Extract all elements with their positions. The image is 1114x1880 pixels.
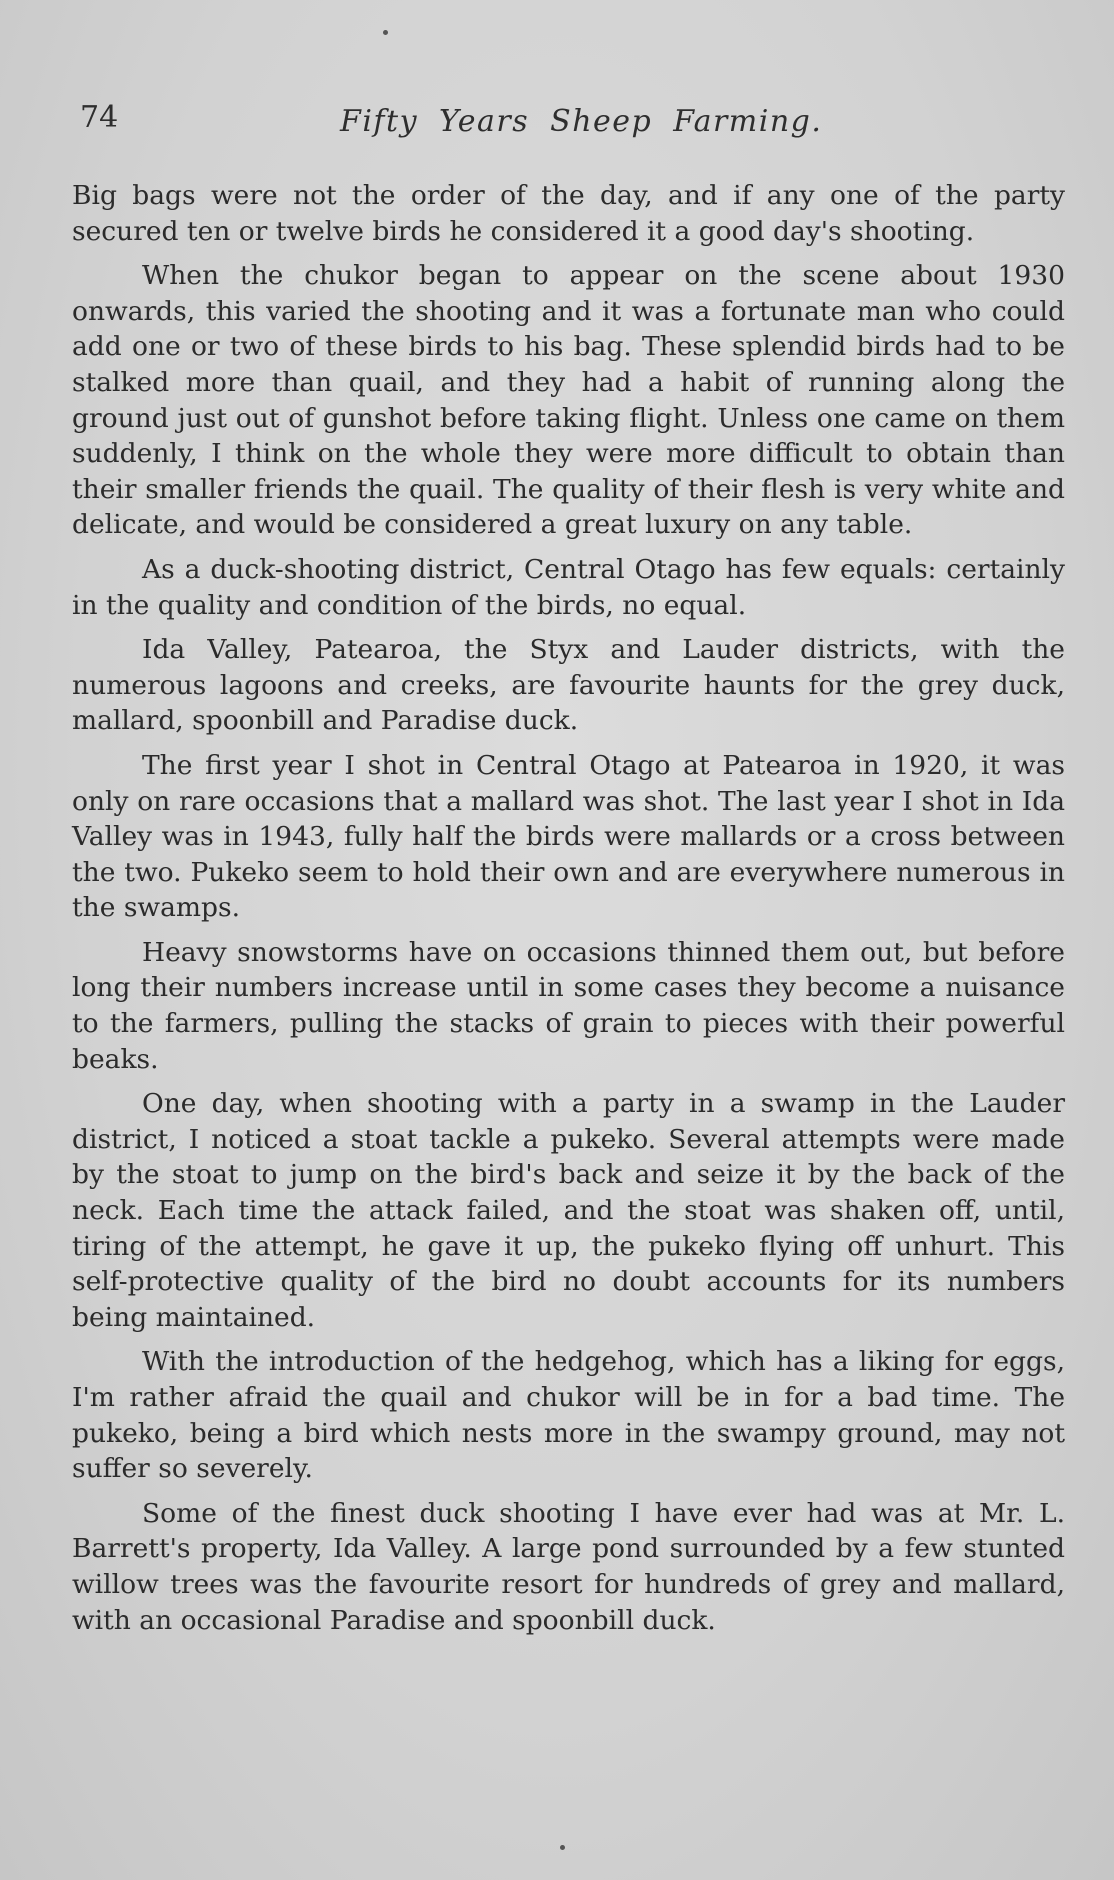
- page-header: [80, 100, 1045, 150]
- paragraph: One day, when shooting with a party in a swamp in the Lauder district, I noticed a stoat tackle a pukeko. Several attempts were made by the stoat to jump on the bird's back and seize it by the back of the neck. Each time the attack failed, and the stoat was shaken off, until, tiring of the attempt, he gave it up, the pukeko flying off unhurt. This self-protective quality of the bird no doubt accounts for its numbers being maintained.: [72, 1088, 1065, 1333]
- paragraph: Big bags were not the order of the day, and if any one of the party secured ten or twelve birds he considered it a good day's shooting.: [72, 180, 1065, 247]
- paragraph: When the chukor began to appear on the scene about 1930 onwards, this varied the shooting and it was a fortunate man who could add one or two of these birds to his bag. These splendid birds had to be stalked more than quail, and they had a habit of running along the ground just out of gunshot before taking flight. Unless one came on them suddenly, I think on the whole they were more difficult to obtain than their smaller friends the quail. The quality of their flesh is very white and delicate, and would be considered a great luxury on any table.: [72, 260, 1065, 541]
- paragraph: Ida Valley, Patearoa, the Styx and Lauder districts, with the numerous lagoons and creeks, are favourite haunts for the grey duck, mallard, spoonbill and Paradise duck.: [72, 634, 1065, 737]
- running-title: Fifty Years Sheep Farming.: [340, 104, 823, 139]
- paragraph: Heavy snowstorms have on occasions thinned them out, but before long their numbers increase until in some cases they become a nuisance to the farmers, pulling the stacks of grain to pieces with their powerful beaks.: [72, 936, 1065, 1075]
- paragraph: Some of the finest duck shooting I have ever had was at Mr. L. Barrett's property, Ida Valley. A large pond surrounded by a few stunted willow trees was the favourite resort for hundreds of grey and mallard, with an occasional Paradise and spoonbill duck.: [72, 1497, 1065, 1636]
- paragraph: The first year I shot in Central Otago at Patearoa in 1920, it was only on rare occasions that a mallard was shot. The last year I shot in Ida Valley was in 1943, fully half the birds were mallards or a cross between the two. Pukeko seem to hold their own and are everywhere numerous in the swamps.: [72, 749, 1065, 924]
- page-number: 74: [80, 100, 119, 135]
- paper-speck-top: [383, 30, 388, 35]
- paragraph: With the introduction of the hedgehog, which has a liking for eggs, I'm rather afraid the quail and chukor will be in for a bad time. The pukeko, being a bird which nests more in the swampy ground, may not suffer so severely.: [72, 1346, 1065, 1485]
- paper-speck-bottom: [560, 1845, 565, 1850]
- paragraph: As a duck-shooting district, Central Otago has few equals: certainly in the quality and condition of the birds, no equal.: [72, 553, 1065, 621]
- page-body: [72, 178, 1065, 1647]
